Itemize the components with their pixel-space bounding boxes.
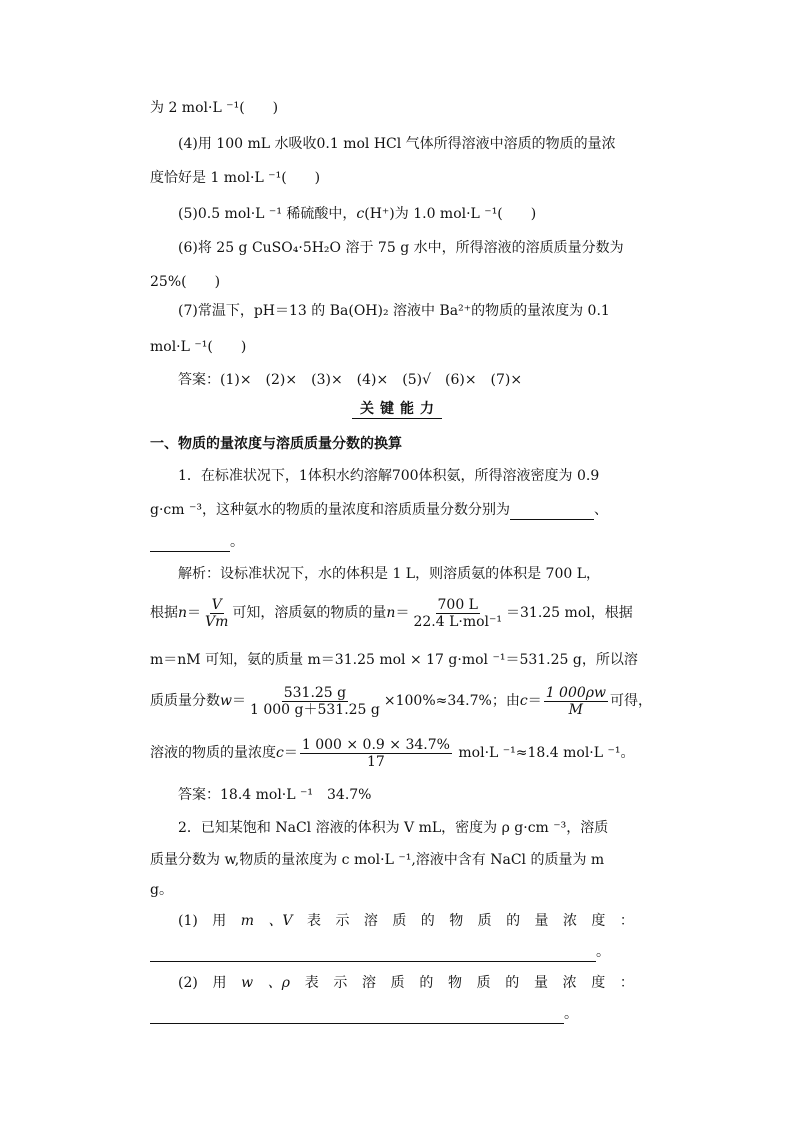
fraction-5-num: 1 000 × 0.9 × 34.7% [301, 736, 450, 753]
part-1-token-8: 的 [420, 913, 435, 929]
solution-line4-c: 可得， [609, 693, 652, 709]
part-2-token-14: 度 [591, 975, 606, 991]
part-1-token-12: 量 [534, 913, 549, 929]
solution-line5-a: 溶液的物质的量浓度 [150, 745, 276, 761]
part-2-token-9: 物 [447, 975, 462, 991]
statement-6-line2: 25%( ) [150, 274, 221, 290]
solution-line2: 根据n＝ $\frac{V}{Vm}$ 可知，溶质氨的物质的量n＝ $\frac{700 L}{\text{22.4 L·mol⁻¹}}$ ＝31.25 mol，根据 [150, 596, 633, 630]
fraction-v-over-vm [203, 597, 230, 630]
part-1-token-3: 、V [268, 913, 293, 929]
part-2-token-10: 质 [476, 975, 491, 991]
section-title [0, 398, 794, 418]
answer-blank-2[interactable] [150, 536, 230, 552]
statement-5-text-b: (H⁺)为 1.0 mol·L ⁻¹( ) [364, 206, 537, 222]
part-1-token-2: m [240, 913, 254, 929]
fraction-3-num: 531.25 g [283, 684, 347, 701]
part-1-end: 。 [596, 944, 610, 960]
solution-line1: 解析：设标准状况下，水的体积是 1 L，则溶质氨的体积是 700 L， [178, 566, 601, 582]
fraction-4-den: M [568, 701, 583, 718]
part-2-end: 。 [564, 1006, 578, 1022]
part-2-token-3: 、ρ [267, 975, 291, 991]
heading-1: 一、物质的量浓度与溶质质量分数的换算 [150, 436, 402, 452]
fraction-5-den: 17 [366, 753, 385, 770]
answer-2: 答案：18.4 mol·L ⁻¹ 34.7% [178, 787, 372, 803]
solution-line5-b: mol·L ⁻¹≈18.4 mol·L ⁻¹。 [458, 745, 635, 761]
part-2-token-2: w [241, 975, 254, 991]
section-title-text: 关键能力 [352, 401, 442, 419]
question-1-line3 [150, 532, 244, 552]
solution-line4: 质质量分数w＝ $\frac{531.25 g}{1 000 g+531.25 g}$ ×100%≈34.7%；由c＝ $\frac{1 000\rho w}{M}$ 可得， [150, 684, 652, 718]
answer-blank-1[interactable] [510, 504, 594, 520]
fraction-concentration [300, 737, 452, 770]
statement-5 [178, 204, 536, 224]
statement-4-line2: 度恰好是 1 mol·L ⁻¹( ) [150, 170, 321, 186]
answer-blank-3[interactable] [150, 946, 596, 962]
question-2-line2: 质量分数为 w,物质的量浓度为 c mol·L ⁻¹,溶液中含有 NaCl 的质量为 m [150, 852, 605, 868]
question-1-line2-text: g·cm ⁻³，这种氨水的物质的量浓度和溶质质量分数分别为 [150, 502, 510, 518]
fraction-2-den: 22.4 L·mol⁻¹ [413, 613, 503, 630]
question-2-line1: 2．已知某饱和 NaCl 溶液的体积为 V mL，密度为 ρ g·cm ⁻³，溶质 [178, 820, 609, 836]
part-2-token-5: 示 [333, 975, 348, 991]
fraction-4-num: 1 000ρw [545, 684, 606, 701]
part-2-token-13: 浓 [562, 975, 577, 991]
part-2-token-0: (2) [178, 975, 198, 991]
fraction-700-over-22-4 [411, 597, 504, 630]
statement-5-text-a: (5)0.5 mol·L ⁻¹ 稀硫酸中， [178, 206, 357, 222]
question-2-part-1 [178, 911, 634, 931]
question-1-sep: 、 [593, 502, 608, 518]
part-1-answer-row [150, 942, 610, 962]
solution-line2-c: ＝31.25 mol，根据 [506, 605, 633, 621]
part-1-token-9: 物 [449, 913, 464, 929]
solution-line2-a: 根据 [150, 605, 178, 621]
part-1-token-11: 的 [506, 913, 521, 929]
fraction-c-formula [544, 685, 608, 718]
fraction-1-num: V [211, 596, 222, 613]
part-1-token-1: 用 [212, 913, 227, 929]
part-2-token-7: 质 [390, 975, 405, 991]
part-1-token-6: 溶 [363, 913, 378, 929]
statement-4-line1: (4)用 100 mL 水吸收0.1 mol HCl 气体所得溶液中溶质的物质的量浓 [178, 136, 616, 152]
part-2-answer-row [150, 1004, 578, 1024]
question-1-line2 [150, 500, 608, 520]
answer-blank-4[interactable] [150, 1008, 564, 1024]
part-2-token-15: ： [619, 975, 634, 991]
fraction-2-num: 700 L [437, 596, 478, 613]
solution-line2-b: 可知，溶质氨的物质的量 [232, 605, 387, 621]
var-c: c [356, 206, 365, 222]
part-1-token-15: ： [619, 913, 634, 929]
part-2-token-12: 量 [533, 975, 548, 991]
question-1-line1: 1．在标准状况下，1体积水约溶解700体积氨，所得溶液密度为 0.9 [178, 468, 600, 484]
question-2-line3: g。 [150, 882, 173, 898]
part-1-token-14: 度 [591, 913, 606, 929]
solution-line5: 溶液的物质的量浓度c＝ $\frac{1 000 \times 0.9 \times 34.7\%}{17}$ mol·L ⁻¹≈18.4 mol·L ⁻¹。 [150, 736, 635, 770]
part-1-token-4: 表 [307, 913, 321, 929]
question-2-part-2 [178, 973, 634, 993]
part-1-token-13: 浓 [562, 913, 577, 929]
solution-line3: m＝nM 可知，氨的质量 m＝31.25 mol × 17 g·mol ⁻¹＝531.25 g，所以溶 [150, 652, 638, 668]
statement-7-line2: mol·L ⁻¹( ) [150, 339, 247, 355]
statement-4-tail: 为 2 mol·L ⁻¹( ) [150, 100, 279, 116]
solution-line4-b: ×100%≈34.7%；由 [383, 693, 520, 709]
part-1-token-0: (1) [178, 913, 198, 929]
statement-7-line1: (7)常温下，pH＝13 的 Ba(OH)₂ 溶液中 Ba²⁺的物质的量浓度为 0.1 [178, 303, 610, 319]
solution-line4-a: 质质量分数 [150, 693, 220, 709]
part-1-token-5: 示 [335, 913, 350, 929]
part-1-token-7: 质 [392, 913, 407, 929]
fraction-1-den: Vm [205, 613, 229, 630]
part-2-token-11: 的 [505, 975, 520, 991]
statement-6-line1: (6)将 25 g CuSO₄·5H₂O 溶于 75 g 水中，所得溶液的溶质质量分数为 [178, 240, 624, 256]
part-2-token-6: 溶 [362, 975, 376, 991]
part-2-token-8: 的 [419, 975, 434, 991]
part-1-token-10: 质 [477, 913, 492, 929]
fraction-mass-fraction [248, 685, 382, 718]
part-2-token-1: 用 [212, 975, 227, 991]
question-1-end: 。 [230, 534, 244, 550]
part-2-token-4: 表 [304, 975, 319, 991]
fraction-3-den: 1 000 g＋531.25 g [249, 701, 380, 718]
answer-1: 答案：(1)× (2)× (3)× (4)× (5)√ (6)× (7)× [178, 372, 523, 388]
